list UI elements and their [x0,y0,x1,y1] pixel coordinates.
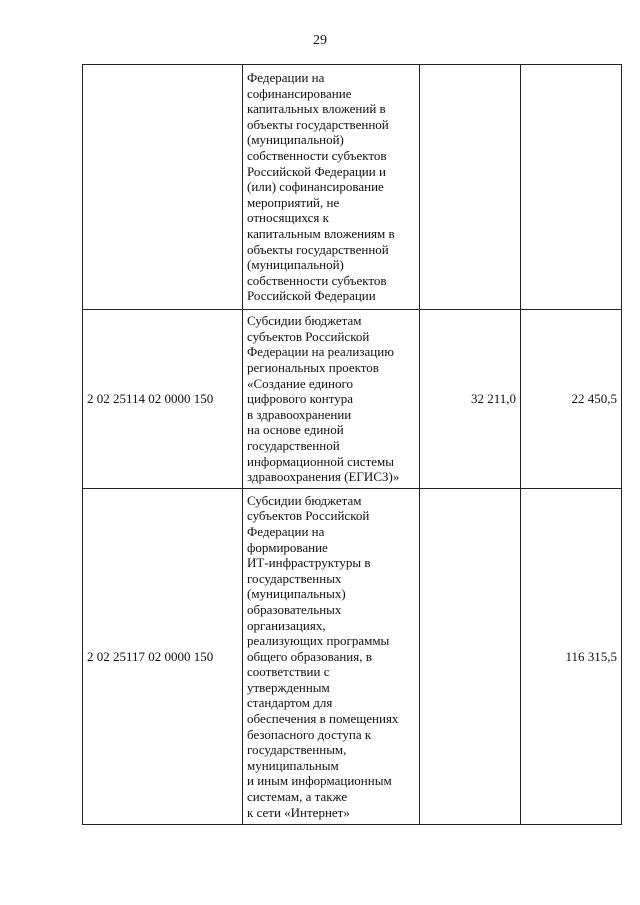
table-row [83,310,622,489]
page-number: 29 [313,33,327,48]
description-line: общего образования, в [247,648,372,664]
description-line: (муниципальных) [247,586,346,602]
description-line: государственным, [247,742,347,758]
description-line: региональных проектов [247,360,379,376]
budget-code-cell: 2 02 25114 02 0000 150 [83,310,243,489]
description-line: софинансирование [247,85,352,101]
description-line: соответствии с [247,664,330,680]
description-line: Субсидии бюджетам [247,492,362,508]
description-line: субъектов Российской [247,328,370,344]
description-line: капитальным вложениям в [247,225,395,241]
description-line: объекты государственной [247,241,389,257]
description-line: формирование [247,539,328,555]
description-line: безопасного доступа к [247,726,372,742]
description-line: собственности субъектов [247,148,387,164]
description-line: собственности субъектов [247,272,387,288]
amount-cell-2: 116 315,5 [521,489,622,825]
table-body [83,65,622,825]
table-row [83,489,622,825]
description-line: относящихся к [247,210,329,226]
description-line: (муниципальной) [247,257,344,273]
amount-cell-2: 22 450,5 [521,310,622,489]
budget-code-cell [83,65,243,310]
description-line: капитальных вложений в [247,101,386,117]
description-line: образовательных [247,601,342,617]
description-line: Федерации на реализацию [247,344,394,360]
description-line: объекты государственной [247,116,389,132]
description-line: государственных [247,570,342,586]
description-line: обеспечения в помещениях [247,711,399,727]
description-line: (муниципальной) [247,132,344,148]
budget-table [82,64,622,825]
description-line: Федерации на [247,523,325,539]
description-line: государственной [247,437,340,453]
item-description-cell [243,65,420,310]
description-line: Федерации на [247,70,325,86]
amount-cell-1 [420,489,521,825]
description-line: информационной системы [247,453,394,469]
description-line: субъектов Российской [247,508,370,524]
description-line: стандартом для [247,695,333,711]
description-line: Российской Федерации и [247,163,386,179]
description-line: Субсидии бюджетам [247,313,362,329]
description-line: Российской Федерации [247,288,376,304]
description-line: реализующих программы [247,633,390,649]
amount-cell-2 [521,65,622,310]
description-line: мероприятий, не [247,194,340,210]
description-line: к сети «Интернет» [247,804,350,820]
description-line: и иным информационным [247,773,392,789]
description-line: (или) софинансирование [247,179,384,195]
item-description-cell [243,310,420,489]
budget-code-cell: 2 02 25117 02 0000 150 [83,489,243,825]
description-line: здравоохранения (ЕГИСЗ)» [247,469,400,485]
description-line: организациях, [247,617,326,633]
table-row [83,65,622,310]
description-line: «Создание единого [247,375,354,391]
amount-cell-1: 32 211,0 [420,310,521,489]
description-line: ИТ-инфраструктуры в [247,555,371,571]
description-line: цифрового контура [247,391,354,407]
amount-cell-1 [420,65,521,310]
description-line: на основе единой [247,422,344,438]
description-line: утвержденным [247,679,330,695]
description-line: в здравоохранении [247,406,352,422]
item-description-cell [243,489,420,825]
description-line: системам, а также [247,789,348,805]
description-line: муниципальным [247,757,339,773]
